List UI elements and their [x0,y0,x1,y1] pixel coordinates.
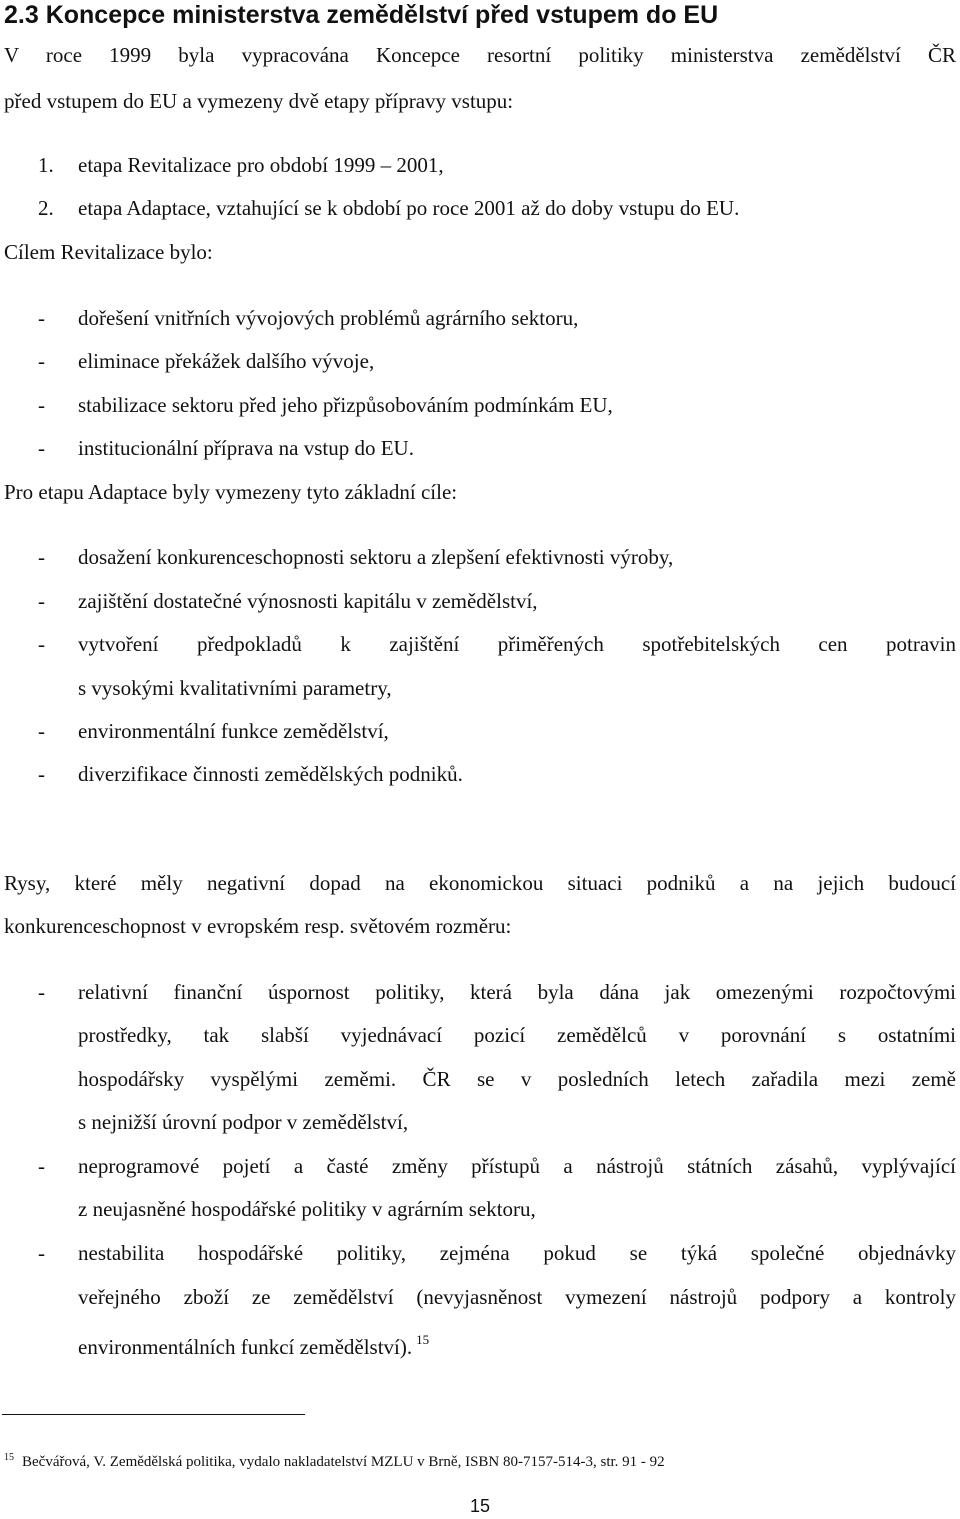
stage-text: etapa Adaptace, vztahující se k období po roce 2001 až do doby vstupu do EU. [78,196,740,220]
stage-number: 1. [38,153,54,177]
adaptation-item: vytvoření předpokladů k zajištění přiměřených spotřebitelských cen potravin [78,632,956,656]
section-heading: 2.3 Koncepce ministerstva zemědělství před vstupem do EU [4,1,719,29]
revitalization-item: dořešení vnitřních vývojových problémů agrárního sektoru, [78,306,579,330]
revitalization-item: stabilizace sektoru před jeho přizpůsobováním podmínkám EU, [78,393,613,417]
adaptation-item: diverzifikace činnosti zemědělských podniků. [78,762,463,786]
feature-item-line: relativní finanční úspornost politiky, která byla dána jak omezenými rozpočtovými [78,980,956,1004]
adaptation-item: environmentální funkce zemědělství, [78,719,389,743]
list-bullet-dash: - [38,980,45,1004]
footnote-reference[interactable]: 15 [416,1332,430,1347]
list-bullet-dash: - [38,545,45,569]
intro-line-1: V roce 1999 byla vypracována Koncepce resortní politiky ministerstva zemědělství ČR [4,43,956,67]
intro-line-2: před vstupem do EU a vymezeny dvě etapy přípravy vstupu: [4,89,514,113]
feature-item-line: s nejnižší úrovní podpor v zemědělství, [78,1110,409,1134]
list-bullet-dash: - [38,1241,45,1265]
footnote-separator [2,1414,305,1415]
list-bullet-dash: - [38,762,45,786]
list-bullet-dash: - [38,393,45,417]
stage-text: etapa Revitalizace pro období 1999 – 2001, [78,153,444,177]
list-bullet-dash: - [38,349,45,373]
adaptation-item: dosažení konkurenceschopnosti sektoru a zlepšení efektivnosti výroby, [78,545,674,569]
adaptation-lead: Pro etapu Adaptace byly vymezeny tyto základní cíle: [4,480,458,504]
list-bullet-dash: - [38,1154,45,1178]
feature-item-line: environmentálních funkcí zemědělství). [78,1335,413,1359]
stage-number: 2. [38,196,54,220]
feature-item-line: z neujasněné hospodářské politiky v agrárním sektoru, [78,1197,536,1221]
list-bullet-dash: - [38,719,45,743]
feature-item-last-line [78,1327,429,1360]
page-number: 15 [469,1496,491,1516]
list-bullet-dash: - [38,632,45,656]
list-bullet-dash: - [38,436,45,460]
feature-item-line: hospodářsky vyspělými zeměmi. ČR se v posledních letech zařadila mezi země [78,1067,956,1091]
list-bullet-dash: - [38,589,45,613]
footnote [4,1448,665,1472]
footnote-number: 15 [4,1452,14,1463]
feature-item-line: nestabilita hospodářské politiky, zejména pokud se týká společné objednávky [78,1241,956,1265]
adaptation-item: zajištění dostatečné výnosnosti kapitálu v zemědělství, [78,589,538,613]
list-bullet-dash: - [38,306,45,330]
feature-item-line: veřejného zboží ze zemědělství (nevyjasněnost vymezení nástrojů podpory a kontroly [78,1285,956,1309]
revitalization-lead: Cílem Revitalizace bylo: [4,240,213,264]
revitalization-item: institucionální příprava na vstup do EU. [78,436,414,460]
feature-item-line: prostředky, tak slabší vyjednávací pozicí zemědělců v porovnání s ostatními [78,1023,956,1047]
adaptation-item-continuation: s vysokými kvalitativními parametry, [78,676,392,700]
features-intro-line-1: Rysy, které měly negativní dopad na ekonomickou situaci podniků a na jejich budoucí [4,871,956,895]
features-intro-line-2: konkurenceschopnost v evropském resp. světovém rozměru: [4,914,512,938]
revitalization-item: eliminace překážek dalšího vývoje, [78,349,375,373]
feature-item-line: neprogramové pojetí a časté změny přístupů a nástrojů státních zásahů, vyplývající [78,1154,956,1178]
footnote-text: Bečvářová, V. Zemědělská politika, vydalo nakladatelství MZLU v Brně, ISBN 80-7157-514-3, str. 91 - 92 [22,1454,665,1470]
